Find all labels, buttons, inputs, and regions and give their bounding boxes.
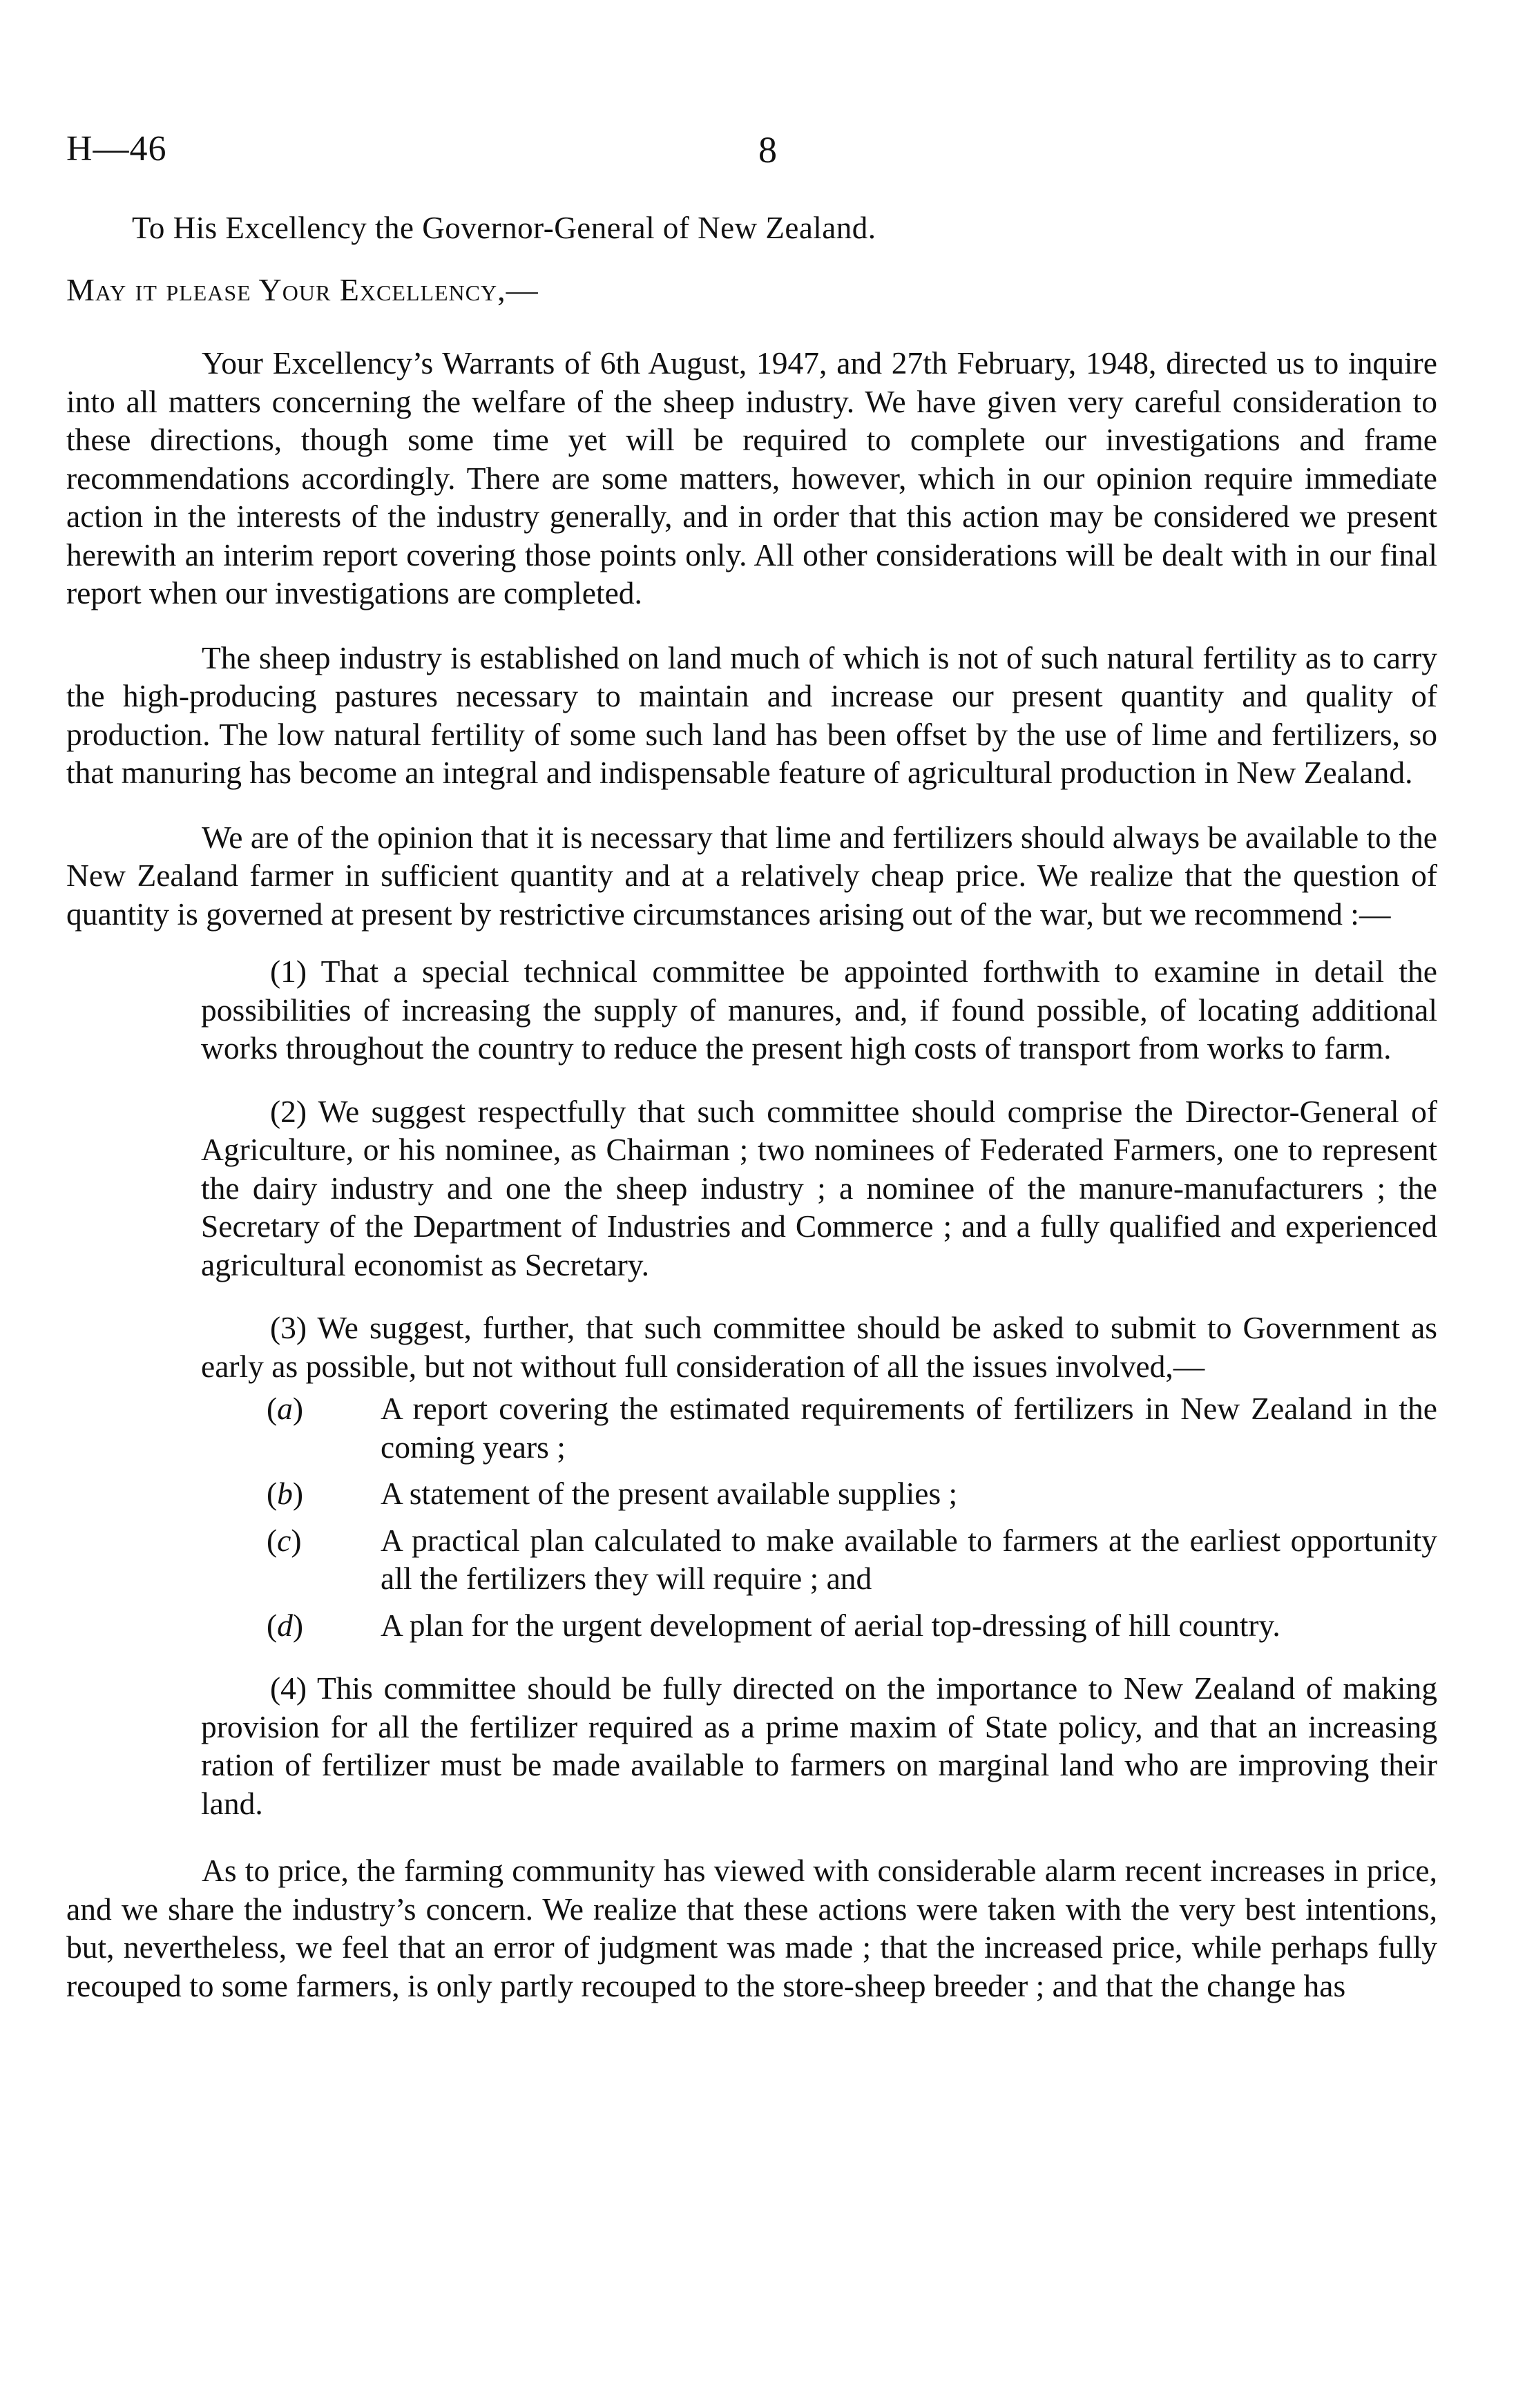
sub-item [267, 1521, 1437, 1598]
sub-item [267, 1606, 1437, 1645]
page-number: 8 [758, 129, 777, 171]
report-body [66, 207, 1437, 2005]
sub-item-label: (a) [267, 1391, 304, 1426]
sub-item-label: (d) [267, 1607, 304, 1643]
recommendation-item: (3) We suggest, further, that such committee should be asked to submit to Government as early as possible, but not without full consideration of all the issues involved,— [201, 1310, 1437, 1384]
document-id: H—46 [66, 129, 167, 168]
sub-item [267, 1389, 1437, 1466]
salutation: May it please Your Excellency,— [66, 272, 539, 307]
sub-item-text: A plan for the urgent development of aerial top-dressing of hill country. [381, 1607, 1280, 1643]
paragraph: As to price, the farming community has viewed with considerable alarm recent increases in price, and we share the industry’s concern. We realize that these actions were taken with the very best intentions, but, nevertheless, we feel that an error of judgment was made ; that the increased price, while perhaps fully recouped to some farmers, is only partly recouped to the store-sheep breeder ; and that the change has [66, 1853, 1437, 2003]
sub-item-text: A report covering the estimated requirements of fertilizers in New Zealand in the coming years ; [381, 1391, 1437, 1465]
page-header [66, 128, 1448, 177]
address-line: To His Excellency the Governor-General of New Zealand. [132, 211, 876, 245]
recommendation-item: (2) We suggest respectfully that such committee should comprise the Director-General of Agriculture, or his nominee, as Chairman ; two nominees of Federated Farmers, one to represent the dairy industry and one the sheep industry ; a nominee of the manure-manufacturers ; the Secretary of the Department of Industries and Commerce ; and a fully qualified and experienced agricultural economist as Secretary. [201, 1093, 1437, 1282]
paragraph: The sheep industry is established on land much of which is not of such natural fertility as to carry the high-producing pastures necessary to maintain and increase our present quantity and quality of production. The low natural fertility of some such land has been offset by the use of lime and fertilizers, so that manuring has become an integral and indispensable feature of agricultural production in New Zealand. [66, 639, 1437, 790]
sub-item-label: (c) [267, 1522, 302, 1558]
sub-item-text: A practical plan calculated to make available to farmers at the earliest opportunity all the fertilizers they will require ; and [381, 1522, 1437, 1596]
paragraph: We are of the opinion that it is necessary that lime and fertilizers should always be available to the New Zealand farmer in sufficient quantity and at a relatively cheap price. We realize that the question of quantity is governed at present by restrictive circumstances arising out of the war, but we recommend :— [66, 819, 1437, 932]
paragraph: Your Excellency’s Warrants of 6th August, 1947, and 27th February, 1948, directed us to inquire into all matters concerning the welfare of the sheep industry. We have given very careful consideration to these directions, though some time yet will be required to complete our investigations and frame recommendations accordingly. There are some matters, however, which in our opinion require immediate action in the interests of the industry generally, and in order that this action may be considered we present herewith an interim report covering those points only. All other considerations will be dealt with in our final report when our investigations are completed. [66, 345, 1437, 610]
recommendation-item: (1) That a special technical committee be appointed forthwith to examine in detail the possibilities of increasing the supply of manures, and, if found possible, of locating additional works throughout the country to reduce the present high costs of transport from works to farm. [201, 954, 1437, 1066]
sub-item-label: (b) [267, 1476, 304, 1511]
recommendation-item: (4) This committee should be fully directed on the importance to New Zealand of making provision for all the fertilizer required as a prime maxim of State policy, and that an increasing ration of fertilizer must be made available to farmers on marginal land who are improving their land. [201, 1670, 1437, 1821]
sub-item-text: A statement of the present available supplies ; [381, 1476, 958, 1511]
sub-item [267, 1474, 1437, 1513]
